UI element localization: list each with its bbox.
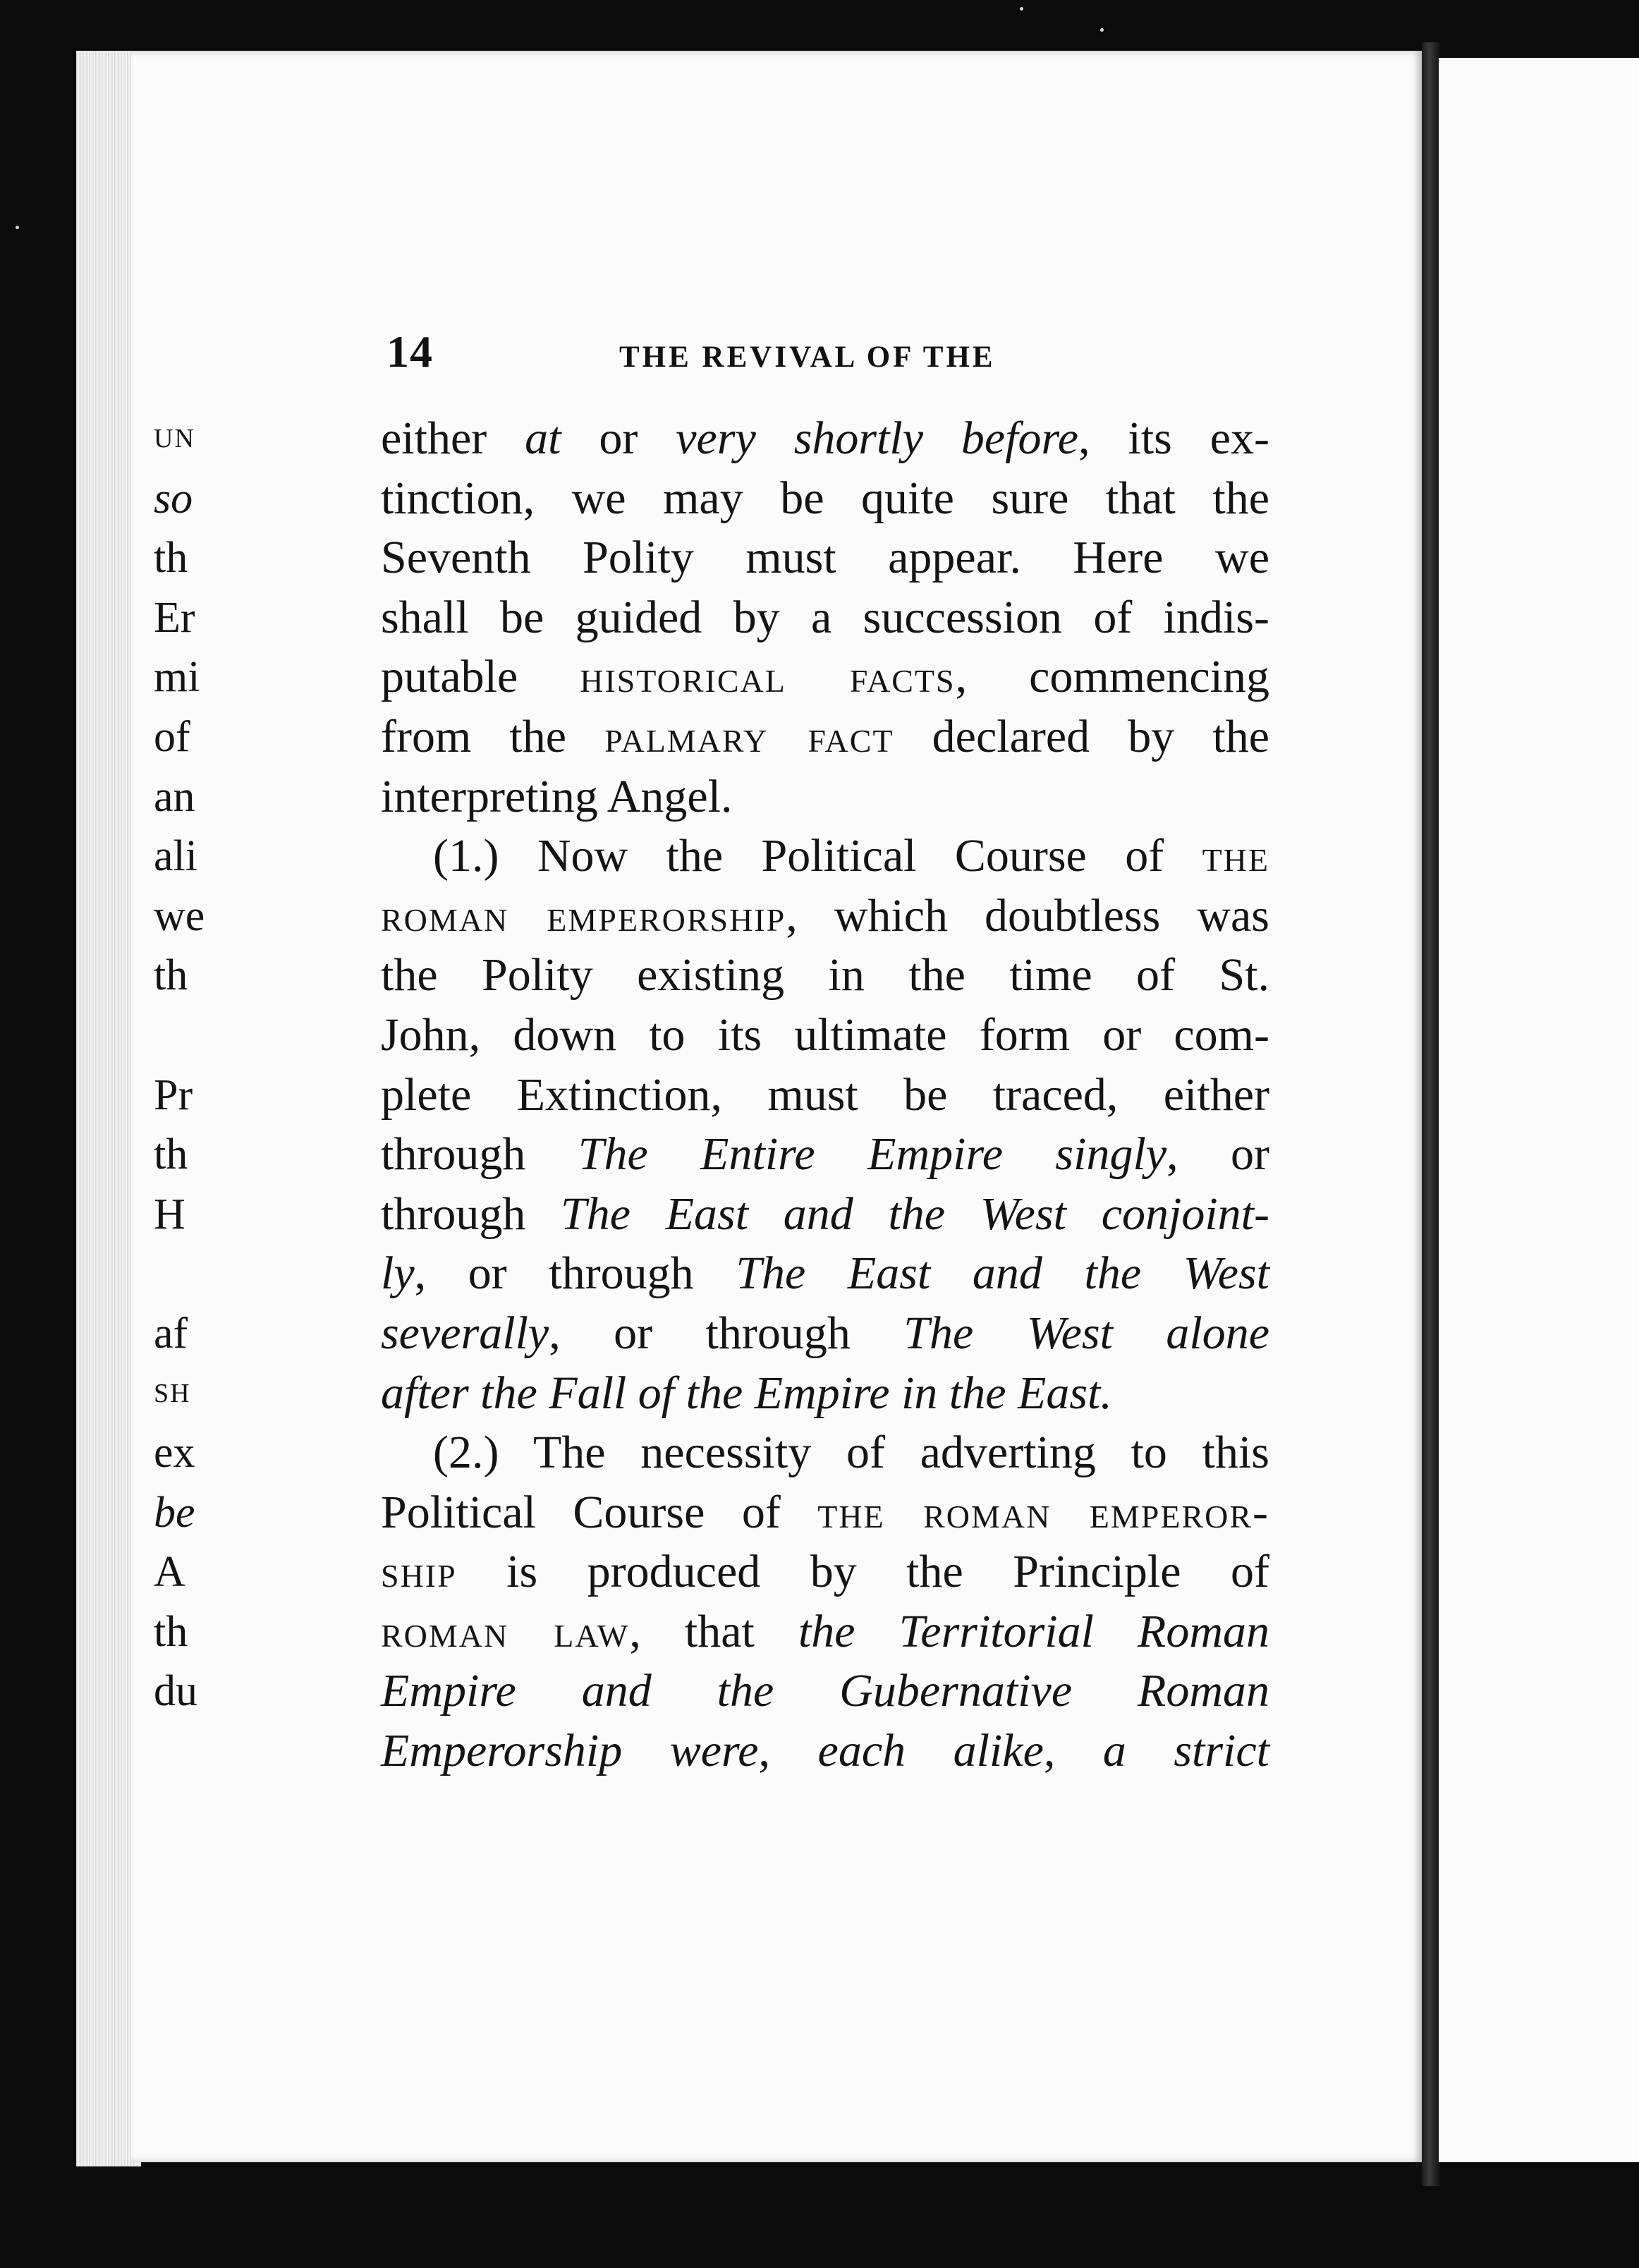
text-segment: Seventh Polity must appear. Here we	[381, 532, 1269, 584]
text-segment: , its ex-	[1078, 413, 1269, 464]
text-line	[381, 528, 1269, 588]
facing-line-fragment: UN	[154, 424, 195, 453]
text-line	[381, 1721, 1269, 1781]
text-line	[381, 886, 1269, 946]
facing-line-fragment: A	[154, 1548, 185, 1597]
text-segment: the Territorial Roman	[798, 1605, 1270, 1657]
text-segment: , or through	[549, 1307, 904, 1359]
text-segment: the roman emperor-	[817, 1486, 1269, 1538]
facing-line-fragment	[154, 1006, 224, 1066]
facing-page	[1439, 58, 1639, 2162]
text-segment: or	[561, 413, 676, 464]
text-line	[381, 1125, 1269, 1185]
text-segment: ,	[758, 1725, 818, 1777]
text-segment: (2.) The necessity of adverting to this	[433, 1427, 1269, 1479]
text-segment: Empire and the Gubernative Roman	[381, 1665, 1269, 1717]
text-segment: shall be guided by a succession of indis-	[381, 591, 1269, 643]
running-title: THE REVIVAL OF THE	[619, 341, 996, 374]
text-segment: ship	[381, 1546, 457, 1598]
text-segment: the	[1202, 830, 1269, 882]
text-segment: The East and the West	[736, 1248, 1270, 1300]
text-line	[381, 767, 1269, 827]
text-line	[381, 1185, 1269, 1245]
text-segment: at	[525, 413, 561, 464]
text-segment: plete Extinction, must be traced, either	[381, 1068, 1269, 1121]
scan-speck	[1100, 28, 1104, 32]
scan-speck	[1020, 7, 1023, 11]
text-segment: Emperorship were	[381, 1725, 759, 1777]
facing-line-fragment: so	[154, 474, 193, 523]
facing-line-fragment: af	[154, 1309, 188, 1358]
text-line	[381, 707, 1269, 767]
running-head	[386, 326, 1268, 382]
text-segment: , or	[1166, 1128, 1269, 1181]
facing-line-fragment: du	[154, 1667, 197, 1716]
text-segment: either	[381, 413, 525, 464]
facing-line-fragment: Pr	[154, 1071, 193, 1119]
text-segment: John, down to its ultimate form or com-	[381, 1008, 1269, 1061]
body-text	[381, 409, 1269, 1781]
text-line	[381, 1244, 1269, 1304]
text-segment: ly	[381, 1248, 415, 1300]
text-segment: , commencing	[955, 651, 1269, 703]
facing-line-fragment: H	[154, 1190, 185, 1238]
text-segment: from the	[381, 710, 605, 762]
text-segment: after the Fall of the Empire in the East.	[381, 1367, 1112, 1419]
text-segment: The Entire Empire singly	[578, 1128, 1167, 1181]
text-segment: Political Course of	[381, 1486, 818, 1538]
text-segment: tinction, we may be quite sure that the	[381, 472, 1269, 524]
text-line	[381, 1423, 1269, 1483]
text-segment: putable	[381, 651, 580, 703]
text-line	[381, 1364, 1269, 1424]
text-line	[381, 647, 1269, 707]
facing-line-fragment: we	[154, 891, 205, 940]
text-line	[381, 1602, 1269, 1662]
text-segment: declared by the	[894, 710, 1269, 762]
facing-page-text	[154, 409, 224, 1721]
text-line	[381, 1483, 1269, 1543]
facing-line-fragment: Er	[154, 593, 195, 642]
text-line	[381, 1662, 1269, 1721]
facing-line-fragment: SH	[154, 1378, 191, 1408]
text-segment: , or through	[414, 1248, 736, 1300]
text-segment: roman emperorship	[381, 889, 786, 941]
text-segment: each alike	[817, 1725, 1044, 1777]
text-segment: ,	[1043, 1725, 1103, 1777]
text-segment: through	[381, 1128, 578, 1181]
text-segment: historical facts	[580, 651, 956, 703]
text-line	[381, 1066, 1269, 1126]
text-segment: the Polity existing in the time of St.	[381, 949, 1269, 1001]
text-segment: The East and the West conjoint-	[561, 1188, 1269, 1240]
text-segment: is produced by the Principle of	[456, 1546, 1269, 1598]
text-segment: palmary fact	[604, 710, 894, 762]
text-segment: The West alone	[903, 1307, 1269, 1359]
facing-line-fragment: th	[154, 1607, 188, 1656]
text-segment: , which doubtless was	[786, 889, 1269, 941]
page-number: 14	[386, 327, 433, 377]
facing-line-fragment: be	[154, 1488, 195, 1537]
facing-line-fragment	[154, 1244, 224, 1304]
text-segment: a strict	[1102, 1725, 1269, 1777]
facing-line-fragment: of	[154, 712, 190, 761]
text-segment: very shortly before	[676, 413, 1079, 464]
text-line	[381, 1304, 1269, 1364]
text-line	[381, 469, 1269, 529]
text-line	[381, 1006, 1269, 1066]
facing-line-fragment: th	[154, 534, 188, 583]
text-line	[381, 1542, 1269, 1602]
text-line	[381, 946, 1269, 1006]
facing-line-fragment: th	[154, 1130, 188, 1179]
text-segment: through	[381, 1188, 561, 1240]
facing-line-fragment: th	[154, 951, 188, 1000]
text-line	[381, 409, 1269, 469]
facing-line-fragment: mi	[154, 653, 200, 702]
book-gutter	[1422, 42, 1440, 2186]
facing-line-fragment: an	[154, 772, 195, 821]
text-segment: roman law	[381, 1605, 630, 1657]
text-line	[381, 588, 1269, 648]
text-segment: , that	[629, 1605, 798, 1657]
facing-line-fragment: ex	[154, 1429, 195, 1477]
text-segment: (1.) Now the Political Course of	[433, 830, 1202, 882]
text-line	[381, 827, 1269, 886]
text-segment: interpreting Angel.	[381, 770, 733, 822]
facing-line-fragment: ali	[154, 832, 197, 881]
scan-speck	[16, 226, 19, 229]
text-segment: severally	[381, 1307, 549, 1359]
